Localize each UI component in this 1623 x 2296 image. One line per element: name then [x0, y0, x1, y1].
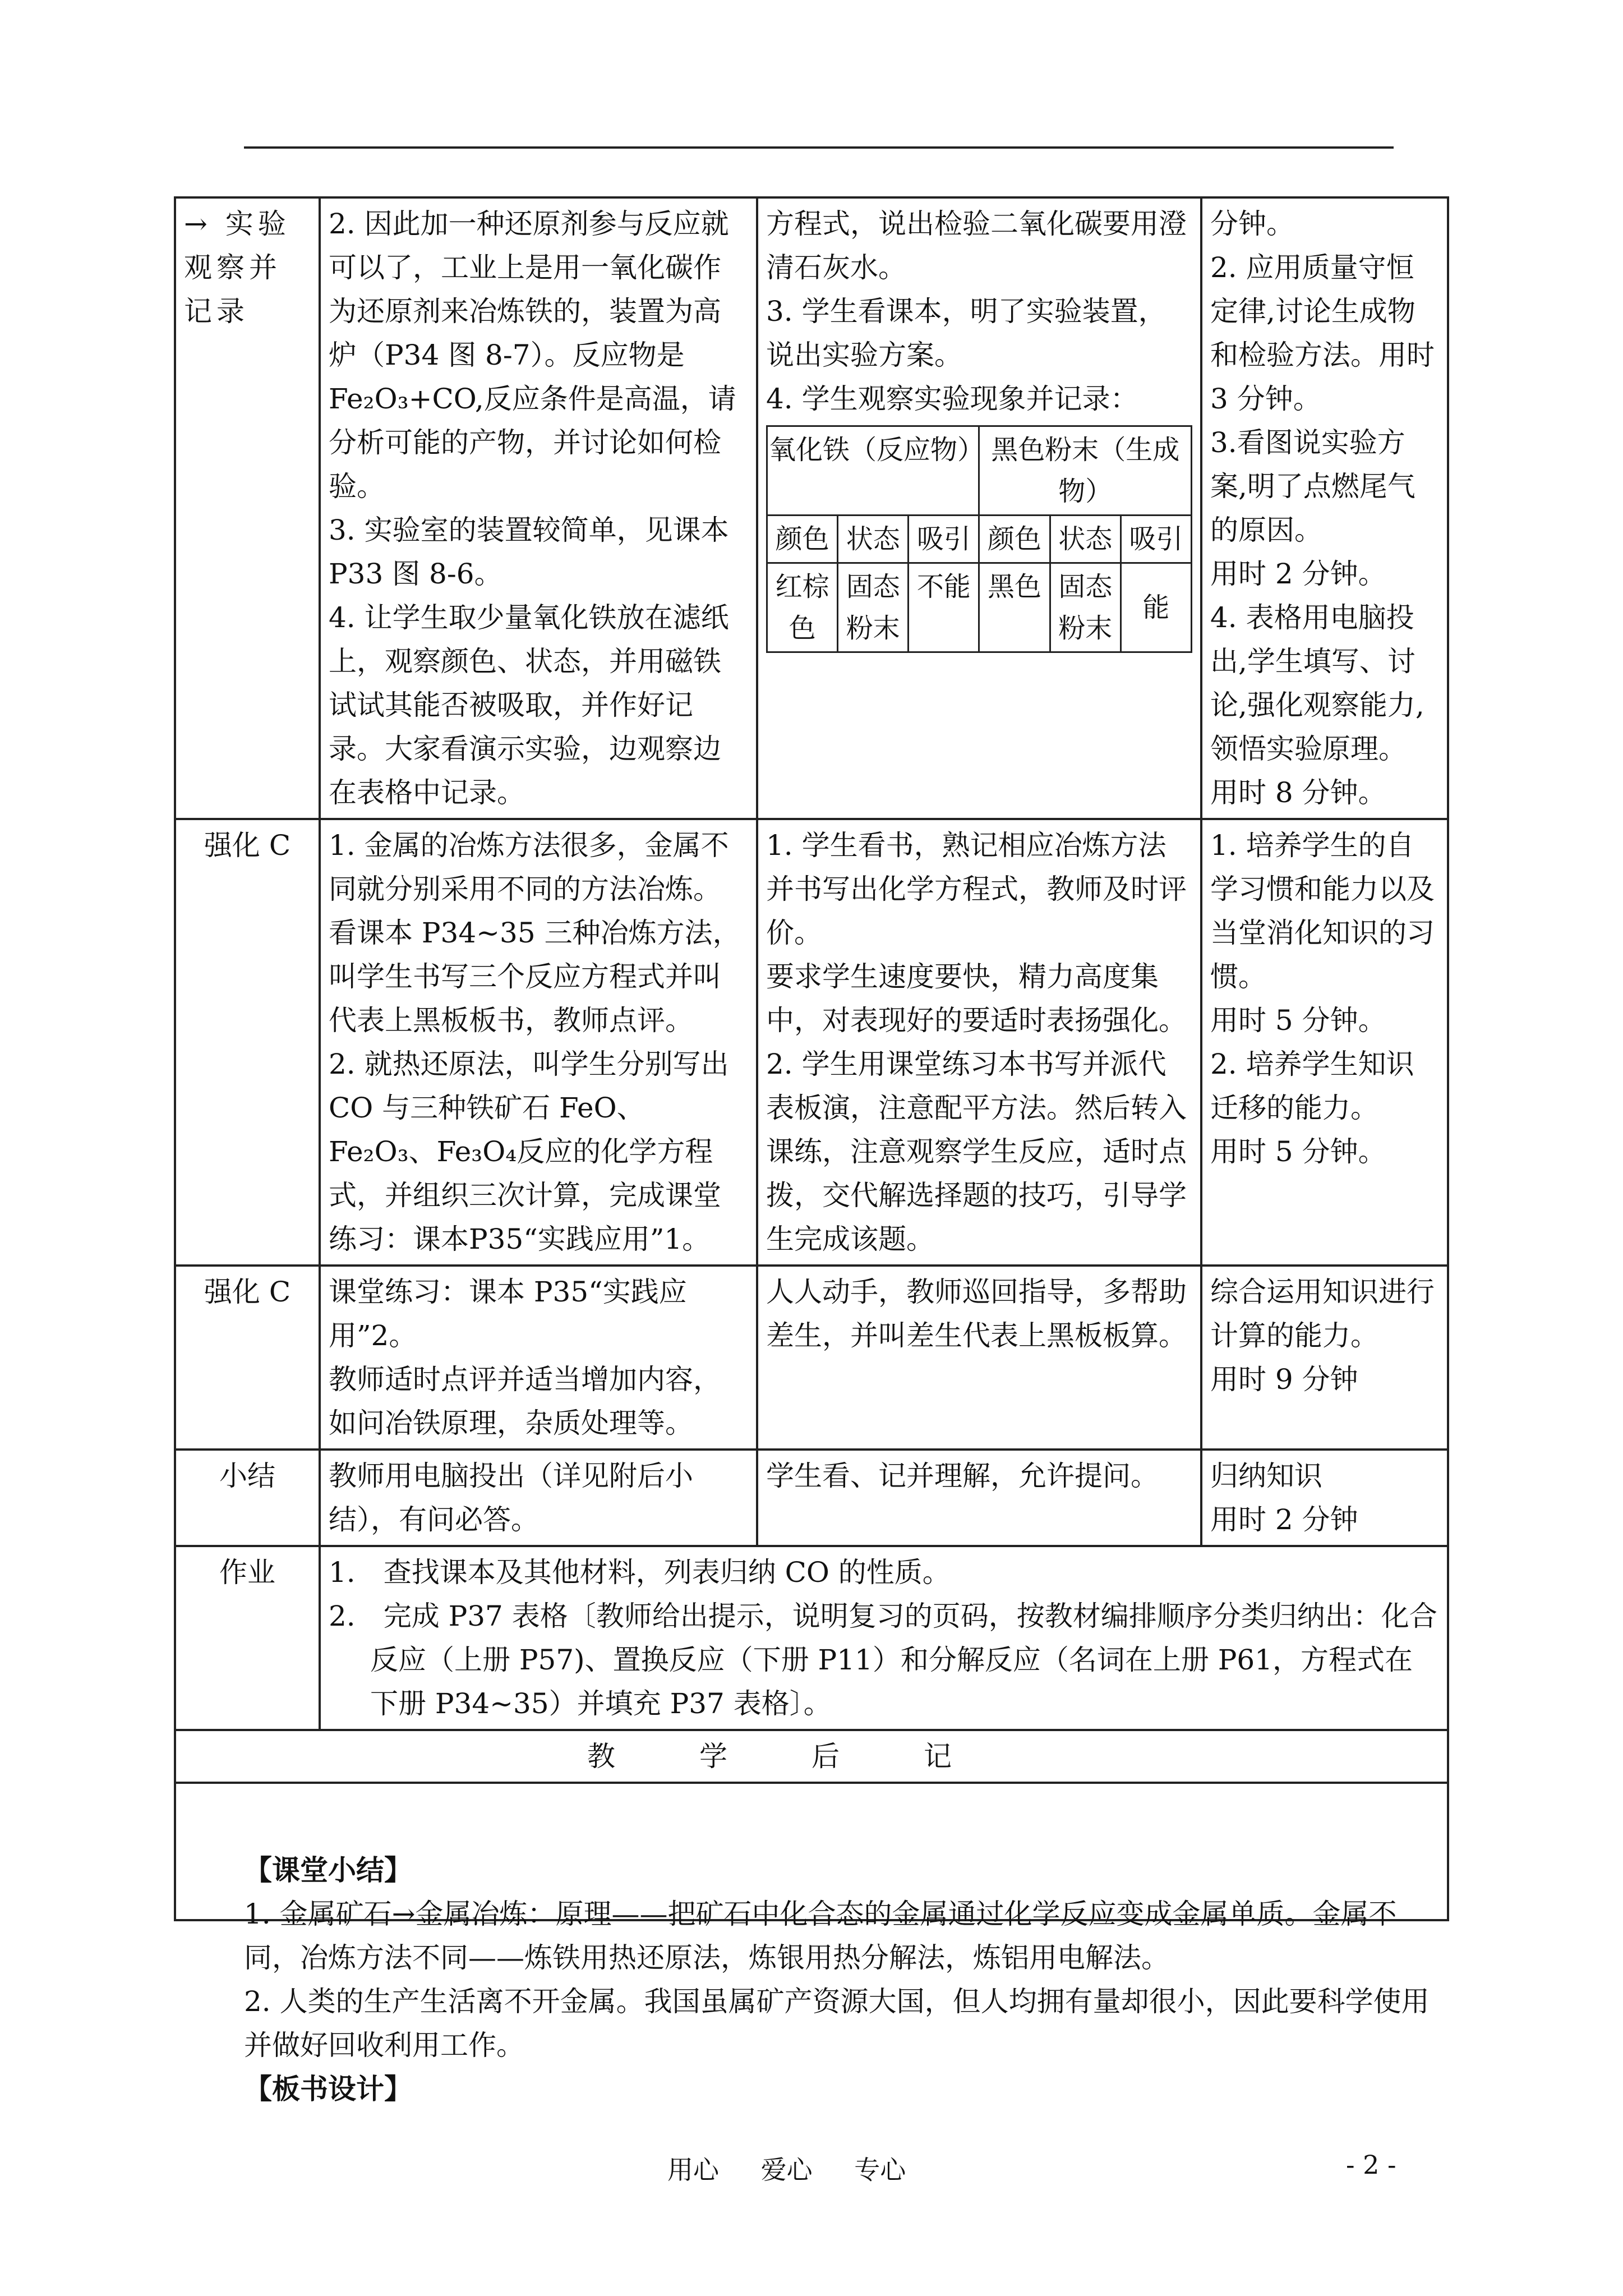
- observation-header: 状态: [838, 516, 909, 563]
- observation-group-header: 氧化铁（反应物）: [767, 426, 979, 516]
- teacher-activity-cell: [320, 819, 757, 1266]
- summary-line: 1. 金属矿石→金属冶炼：原理——把矿石中化合态的金属通过化学反应变成金属单质。金属不同，冶炼方法不同——炼铁用热还原法，炼银用热分解法，炼铝用电解法。: [244, 1898, 1397, 1974]
- teacher-paragraph: 2. 因此加一种还原剂参与反应就可以了，工业上是用一氧化碳作为还原剂来冶炼铁的，装置为高炉（P34 图 8-7）。反应物是Fe₂O₃+CO,反应条件是高温，请分析可能的产物，并讨论如何检验。: [329, 208, 736, 503]
- intent-cell: [1201, 1266, 1448, 1450]
- table-row: [175, 1450, 1448, 1546]
- afterword-title-row: [175, 1730, 1448, 1783]
- observation-value: 不能: [909, 563, 979, 652]
- teacher-paragraph: 教师用电脑投出（详见附后小结），有问必答。: [329, 1460, 693, 1536]
- header-rule: [244, 146, 1394, 149]
- observation-header: 颜色: [767, 516, 838, 563]
- intent-paragraph: 1. 培养学生的自学习惯和能力以及当堂消化知识的习惯。: [1210, 829, 1435, 993]
- stage-cell: 强化 C: [175, 819, 320, 1266]
- lesson-plan-table: [174, 196, 1449, 1921]
- board-design-heading: 【板书设计】: [244, 2073, 412, 2105]
- student-activity-cell: [757, 1266, 1201, 1450]
- student-paragraph: 人人动手，教师巡回指导，多帮助差生，并叫差生代表上黑板板算。: [766, 1276, 1187, 1352]
- student-paragraph: 2. 学生用课堂练习本书写并派代表板演，注意配平方法。然后转入课练，注意观察学生反应，适时点拨，交代解选择题的技巧，引导学生完成该题。: [766, 1048, 1187, 1255]
- table-row: [175, 1266, 1448, 1450]
- student-paragraph: 4. 学生观察实验现象并记录：: [766, 383, 1138, 415]
- observation-value: 红棕色: [767, 563, 838, 652]
- observation-value: 固态粉末: [1050, 563, 1121, 652]
- intent-paragraph: 用时 9 分钟: [1210, 1363, 1358, 1396]
- page-number: - 2 -: [1346, 2150, 1396, 2180]
- stage-cell: → 实验观察并记录: [175, 197, 320, 819]
- observation-header: 吸引: [1121, 516, 1191, 563]
- table-row: [175, 197, 1448, 819]
- intent-paragraph: 3.看图说实验方案,明了点燃尾气的原因。: [1210, 426, 1415, 546]
- intent-paragraph: 2. 应用质量守恒定律,讨论生成物和检验方法。用时3 分钟。: [1210, 251, 1435, 415]
- intent-paragraph: 2. 培养学生知识迁移的能力。: [1210, 1048, 1414, 1124]
- summary-heading: 【课堂小结】: [244, 1854, 412, 1887]
- homework-row: [175, 1546, 1448, 1730]
- student-paragraph: 3. 学生看课本，明了实验装置，说出实验方案。: [766, 295, 1166, 371]
- teacher-activity-cell: [320, 1266, 757, 1450]
- intent-paragraph: 分钟。: [1210, 208, 1294, 240]
- intent-paragraph: 用时 8 分钟。: [1210, 776, 1386, 809]
- observation-header: 颜色: [979, 516, 1050, 563]
- observation-header: 状态: [1050, 516, 1121, 563]
- intent-paragraph: 4. 表格用电脑投出,学生填写、讨论,强化观察能力,领悟实验原理。: [1210, 601, 1424, 765]
- student-paragraph: 方程式，说出检验二氧化碳要用澄清石灰水。: [766, 208, 1187, 284]
- teacher-paragraph: 4. 让学生取少量氧化铁放在滤纸上，观察颜色、状态，并用磁铁试试其能否被吸取，并作好记录。大家看演示实验，边观察边在表格中记录。: [329, 601, 729, 809]
- teacher-paragraph: 课堂练习：课本 P35“实践应用”2。: [329, 1276, 687, 1352]
- observation-value: 黑色: [979, 563, 1050, 652]
- observation-value: 固态粉末: [838, 563, 909, 652]
- homework-item: 2. 完成 P37 表格〔教师给出提示，说明复习的页码，按教材编排顺序分类归纳出：化合反应（上册 P57)、置换反应（下册 P11）和分解反应（名词在上册 P61，方程式在下册 P34~35）并填充 P37 表格〕。: [329, 1600, 1437, 1720]
- stage-cell: 强化 C: [175, 1266, 320, 1450]
- footer-motto: 用心 爱心 专心: [667, 2155, 906, 2185]
- observation-group-header: 黑色粉末（生成物）: [979, 426, 1192, 516]
- student-paragraph: 学生看、记并理解，允许提问。: [766, 1460, 1159, 1492]
- teacher-activity-cell: [320, 1450, 757, 1546]
- homework-item: 1. 查找课本及其他材料，列表归纳 CO 的性质。: [329, 1556, 951, 1589]
- intent-paragraph: 用时 2 分钟: [1210, 1503, 1358, 1536]
- intent-paragraph: 用时 5 分钟。: [1210, 1135, 1386, 1168]
- stage-cell: 小结: [175, 1450, 320, 1546]
- intent-cell: [1201, 197, 1448, 819]
- student-paragraph: 1. 学生看书，熟记相应冶炼方法并书写出化学方程式，教师及时评价。: [766, 829, 1187, 949]
- student-activity-cell: [757, 1450, 1201, 1546]
- teacher-paragraph: 2. 就热还原法，叫学生分别写出CO 与三种铁矿石 FeO、Fe₂O₃、Fe₃O₄反应的化学方程式，并组织三次计算，完成课堂练习：课本P35“实践应用”1。: [329, 1048, 729, 1255]
- summary-line: 2. 人类的生产生活离不开金属。我国虽属矿产资源大国，但人均拥有量却很小，因此要科学使用并做好回收利用工作。: [244, 1985, 1430, 2062]
- teacher-paragraph: 3. 实验室的装置较简单，见课本P33 图 8-6。: [329, 514, 729, 590]
- observation-header: 吸引: [909, 516, 979, 563]
- observation-table: [766, 425, 1192, 653]
- intent-paragraph: 归纳知识: [1210, 1460, 1322, 1492]
- student-activity-cell: [757, 197, 1201, 819]
- student-paragraph: 要求学生速度要快，精力高度集中，对表现好的要适时表扬强化。: [766, 960, 1187, 1037]
- teacher-paragraph: 1. 金属的冶炼方法很多，金属不同就分别采用不同的方法冶炼。看课本 P34~35 三种冶炼方法，叫学生书写三个反应方程式并叫代表上黑板板书，教师点评。: [329, 829, 741, 1037]
- teacher-activity-cell: [320, 197, 757, 819]
- student-activity-cell: [757, 819, 1201, 1266]
- table-row: [175, 819, 1448, 1266]
- class-summary: [244, 1848, 1433, 2111]
- intent-paragraph: 用时 2 分钟。: [1210, 558, 1386, 590]
- teacher-paragraph: 教师适时点评并适当增加内容，如问冶铁原理，杂质处理等。: [329, 1363, 721, 1439]
- intent-paragraph: 综合运用知识进行计算的能力。: [1210, 1276, 1435, 1352]
- intent-paragraph: 用时 5 分钟。: [1210, 1004, 1386, 1037]
- afterword-title: 教学后记: [175, 1730, 1448, 1783]
- intent-cell: [1201, 819, 1448, 1266]
- observation-value: 能: [1121, 563, 1191, 652]
- homework-cell: [320, 1546, 1448, 1730]
- intent-cell: [1201, 1450, 1448, 1546]
- stage-cell: 作业: [175, 1546, 320, 1730]
